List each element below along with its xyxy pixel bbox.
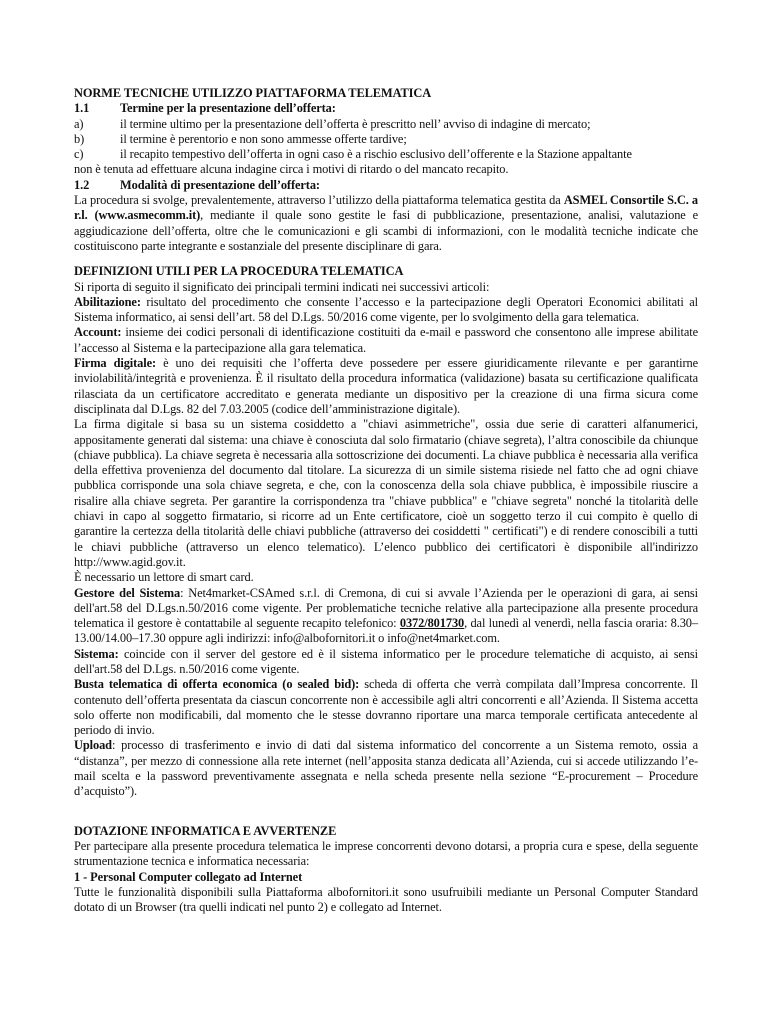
firma-explanation: La firma digitale si basa su un sistema cosiddetto a "chiavi asimmetriche", ossia due serie di caratteri alfanumerici, appositamente generati dal sistema: una chiave è conosciuta dal solo firmatario (chiave segreta), l’altra conoscibile da chiunque (chiave pubblica). La chiave segreta è necessaria alla sottoscrizione dei documenti. La chiave pubblica è necessaria alla verifica della effettiva provenienza del documento dal titolare. La sicurezza di un simile sistema risiede nel fatto che ad ogni chiave pubblica corrisponde una sola chiave segreta, e che, con la conoscenza della sola chiave pubblica, è impossibile riuscire a risalire alla chiave segreta. Per garantire la corrispondenza tra "chiave pubblica" e "chiave segreta" nonché la titolarità delle chiavi in capo al soggetto firmatario, si ricorre ad un Ente certificatore, cioè un soggetto terzo il cui compito è quello di garantire la certezza della titolarità delle chiavi pubbliche (attraverso dei cosiddetti " certificati") e di rendere conoscibili a tutti le chiavi pubbliche (attraverso un elenco telematico). L’elenco pubblico dei certificatori è disponibile all'indirizzo http://www.agid.gov.it. [74, 417, 698, 569]
requirement-1-text: Tutte le funzionalità disponibili sulla Piattaforma albofornitori.it sono usufruibili mediante un Personal Computer Standard dotato di un Browser (tra quelli indicati nel punto 2) e collegato ad Internet. [74, 884, 698, 915]
definition-text: : processo di trasferimento e invio di dati dal sistema informatico del concorrente a un Sistema remoto, ossia a “distanza”, per mezzo di connessione alla rete internet (nell’apposita stanza dedicata all’Azienda, cui si accede utilizzando l’e-mail scelta e la password preventivamente assegnata e nella scheda presente nella sezione “E-procurement – Procedure d’acquisto”). [74, 738, 698, 799]
definition-term: Account: [74, 325, 122, 340]
definition-firma-digitale [74, 356, 698, 417]
list-text: il termine è perentorio e non sono ammesse offerte tardive; [120, 131, 407, 146]
paragraph-text: La procedura si svolge, prevalentemente, attraverso l’utilizzo della piattaforma telematica gestita da [74, 193, 564, 208]
paragraph-modalita [74, 193, 698, 254]
definition-abilitazione [74, 295, 698, 326]
section-title-definizioni: DEFINIZIONI UTILI PER LA PROCEDURA TELEMATICA [74, 264, 404, 279]
subsection-1-1 [74, 101, 698, 116]
subsection-number: 1.2 [74, 177, 90, 192]
definition-term: Busta telematica di offerta economica (o sealed bid): [74, 677, 360, 692]
dotazione-intro: Per partecipare alla presente procedura telematica le imprese concorrenti devono dotarsi, a propria cura e spese, della seguente strumentazione tecnica e informatica necessaria: [74, 838, 698, 869]
subsection-title: Termine per la presentazione dell’offerta: [120, 101, 336, 116]
section-title-norme: NORME TECNICHE UTILIZZO PIATTAFORMA TELEMATICA [74, 86, 432, 100]
definition-text: : Net4market-CSAmed s.r.l. di Cremona, di cui si avvale l’Azienda per le operazioni di gara, ai sensi dell'art.58 del D.Lgs.n.50/2016 come vigente. Per problematiche tecniche relative alla partecipazione alla presente procedura telematica il gestore è contattabile al seguente recapito telefonico: [74, 585, 698, 631]
definitions-intro: Si riporta di seguito il significato dei principali termini indicati nei successivi articoli: [74, 279, 490, 294]
section-title-dotazione: DOTAZIONE INFORMATICA E AVVERTENZE [74, 823, 337, 838]
definition-term: Firma digitale: [74, 356, 157, 371]
list-text: il recapito tempestivo dell’offerta in ogni caso è a rischio esclusivo dell’offerente e la Stazione appaltante [120, 147, 632, 162]
definition-busta [74, 677, 698, 738]
subsection-1-2 [74, 178, 698, 193]
definition-account [74, 325, 698, 356]
definition-term: Gestore del Sistema [74, 585, 181, 600]
list-text: il termine ultimo per la presentazione dell’offerta è prescritto nell’ avviso di indagine di mercato; [120, 116, 591, 131]
definition-text: coincide con il server del gestore ed è il sistema informatico per le procedure telematiche di acquisto, ai sensi dell'art.58 del D.Lgs. n.50/2016 come vigente. [74, 646, 698, 676]
phone-number: 0372/801730 [399, 616, 465, 631]
subsection-title: Modalità di presentazione dell’offerta: [120, 177, 320, 192]
definition-text: scheda di offerta che verrà compilata dall’Impresa concorrente. Il contenuto dell’offerta presentata da ciascun concorrente non è accessibile agli altri concorrenti e all’Azienda. Il Sistema accetta solo offerte non modificabili, dal momento che le stesse dovranno riportare una marca temporale certificata antecedente al periodo di invio. [74, 677, 698, 738]
asmel-name: ASMEL Consortile S.C. a r.l. (www.asmecomm.it) [74, 193, 698, 223]
paragraph-text: , mediante il quale sono gestite le fasi di pubblicazione, presentazione, analisi, valutazione e aggiudicazione dell’offerta, oltre che le comunicazioni e gli scambi di informazioni, con le modalità tecniche indicate che costituiscono parte integrante e sostanziale del presente disciplinare di gara. [74, 208, 698, 253]
list-item-a [74, 117, 698, 132]
list-item-b [74, 132, 698, 147]
definition-sistema [74, 647, 698, 678]
definition-term: Abilitazione: [74, 294, 141, 309]
requirement-1-title: 1 - Personal Computer collegato ad Internet [74, 869, 303, 884]
definition-text: , dal lunedì al venerdì, nella fascia oraria: 8.30–13.00/14.00–17.30 oppure agli indirizzi: info@albofornitori.it o info@net4market.com. [74, 616, 698, 646]
definition-gestore [74, 586, 698, 647]
definition-upload [74, 738, 698, 799]
list-label: c) [74, 147, 84, 162]
definition-term: Upload [74, 738, 112, 753]
definition-text: è uno dei requisiti che l’offerta deve possedere per essere giuridicamente rilevante e per garantirne inviolabilità/integrità e provenienza. È il risultato della procedura informatica (validazione) basata su certificazione qualificata rilasciata da un certificatore accreditato e generata mediante un dispositivo per la creazione di una firma sicura come disciplinata dal D.Lgs. 82 del 7.03.2005 (codice dell’amministrazione digitale). [74, 356, 698, 416]
subsection-number: 1.1 [74, 101, 90, 116]
list-label: b) [74, 131, 85, 146]
list-item-c [74, 147, 698, 162]
definition-text: risultato del procedimento che consente l’accesso e la partecipazione degli Operatori Economici abilitati al Sistema informatico, ai sensi dell’art. 58 del D.Lgs. 50/2016 come vigente, per lo svolgimento della gara telematica. [74, 294, 698, 325]
definition-term: Sistema: [74, 646, 119, 661]
list-label: a) [74, 116, 84, 131]
definition-text: insieme dei codici personali di identificazione costituiti da e-mail e password che consentono alle imprese abilitate l’accesso al Sistema e la partecipazione alla gara telematica. [74, 325, 698, 355]
list-item-c-continuation: non è tenuta ad effettuare alcuna indagine circa i motivi di ritardo o del mancato recapito. [74, 162, 509, 177]
smart-card-note: È necessario un lettore di smart card. [74, 570, 254, 585]
document-page [74, 86, 698, 915]
